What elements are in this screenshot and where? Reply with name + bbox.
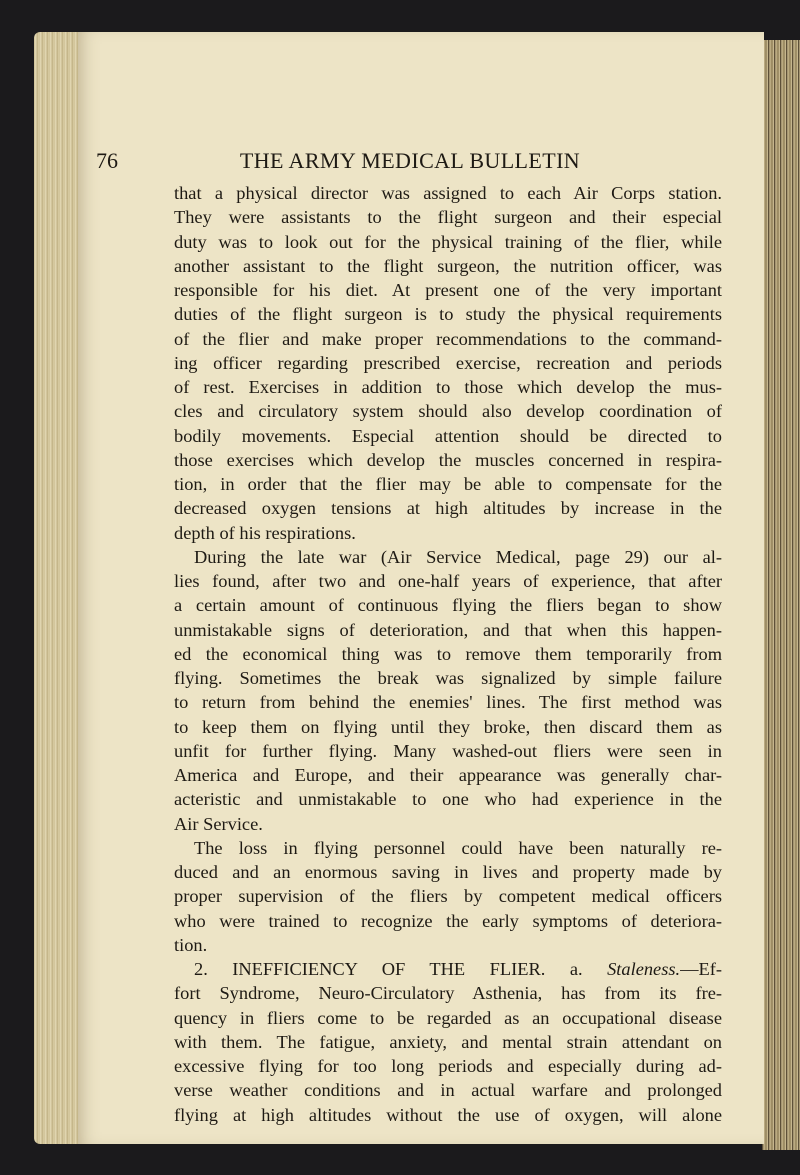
text-line: with them. The fatigue, anxiety, and mental strain attendant on [174,1031,722,1052]
text-line: proper supervision of the fliers by competent medical officers [174,886,722,907]
page-header [96,136,724,176]
text-line: tion. [174,934,208,955]
section-heading-line [174,957,722,981]
text-line: They were assistants to the flight surgeon and their especial [174,207,722,228]
text-line: responsible for his diet. At present one of the very important [174,280,722,300]
paragraph-2 [174,545,722,836]
text-line: fort Syndrome, Neuro-Circulatory Asthenia, has from its fre- [174,983,722,1004]
text-line: During the late war (Air Service Medical, page 29) our al- [194,546,722,567]
text-line: depth of his respirations. [174,522,356,543]
text-line: The loss in flying personnel could have been naturally re- [194,837,722,858]
paragraph-1 [174,181,722,545]
text-line: ed the economical thing was to remove them temporarily from [174,643,722,664]
text-line: excessive flying for too long periods and especially during ad- [174,1056,722,1076]
text-fragment: —Ef- [680,959,722,979]
text-line: quency in fliers come to be regarded as an occupational disease [174,1007,722,1028]
text-line: lies found, after two and one-half years of experience, that after [174,571,722,591]
text-line: duty was to look out for the physical training of the flier, while [174,231,722,252]
text-line: of the flier and make proper recommendations to the command- [174,328,722,349]
text-line: ing officer regarding prescribed exercise, recreation and periods [174,352,722,373]
text-line: cles and circulatory system should also develop coordination of [174,401,722,422]
text-line: who were trained to recognize the early symptoms of deteriora- [174,910,722,931]
text-line: of rest. Exercises in addition to those which develop the mus- [174,377,722,397]
text-line: duties of the flight surgeon is to study the physical requirements [174,304,722,325]
text-line: those exercises which develop the muscles concerned in respira- [174,449,722,470]
text-line: flying. Sometimes the break was signalized by simple failure [174,668,722,688]
page-number: 76 [96,148,118,173]
text-line: flying at high altitudes without the use of oxygen, will alone [174,1104,722,1125]
body-text [174,181,722,1127]
text-line: America and Europe, and their appearance was generally char- [174,765,722,785]
section-inefficiency [174,957,722,1127]
book-page-edges-right [762,40,800,1150]
text-line: duced and an enormous saving in lives and property made by [174,862,722,882]
text-line: Air Service. [174,813,263,834]
text-line: decreased oxygen tensions at high altitudes by increase in the [174,498,722,519]
text-line: verse weather conditions and in actual warfare and prolonged [174,1080,722,1101]
text-line: bodily movements. Especial attention should be directed to [174,425,722,446]
text-line: that a physical director was assigned to each Air Corps station. [174,183,722,203]
text-line: another assistant to the flight surgeon, the nutrition officer, was [174,255,722,276]
text-line: unmistakable signs of deterioration, and that when this happen- [174,619,722,640]
text-line: to keep them on flying until they broke, then discard them as [174,716,722,737]
paragraph-3 [174,836,722,957]
text-line: a certain amount of continuous flying the fliers began to show [174,595,722,616]
text-line: tion, in order that the flier may be able to compensate for the [174,474,722,494]
text-line: unfit for further flying. Many washed-out fliers were seen in [174,740,722,761]
section-heading: 2. INEFFICIENCY OF THE FLIER. a. [194,959,608,979]
text-line: to return from behind the enemies' lines. The first method was [174,692,722,713]
subsection-title: Staleness. [607,959,681,979]
running-title: THE ARMY MEDICAL BULLETIN [239,148,581,173]
book-page-edges-left [34,32,80,1144]
text-line: acteristic and unmistakable to one who had experience in the [174,789,722,810]
